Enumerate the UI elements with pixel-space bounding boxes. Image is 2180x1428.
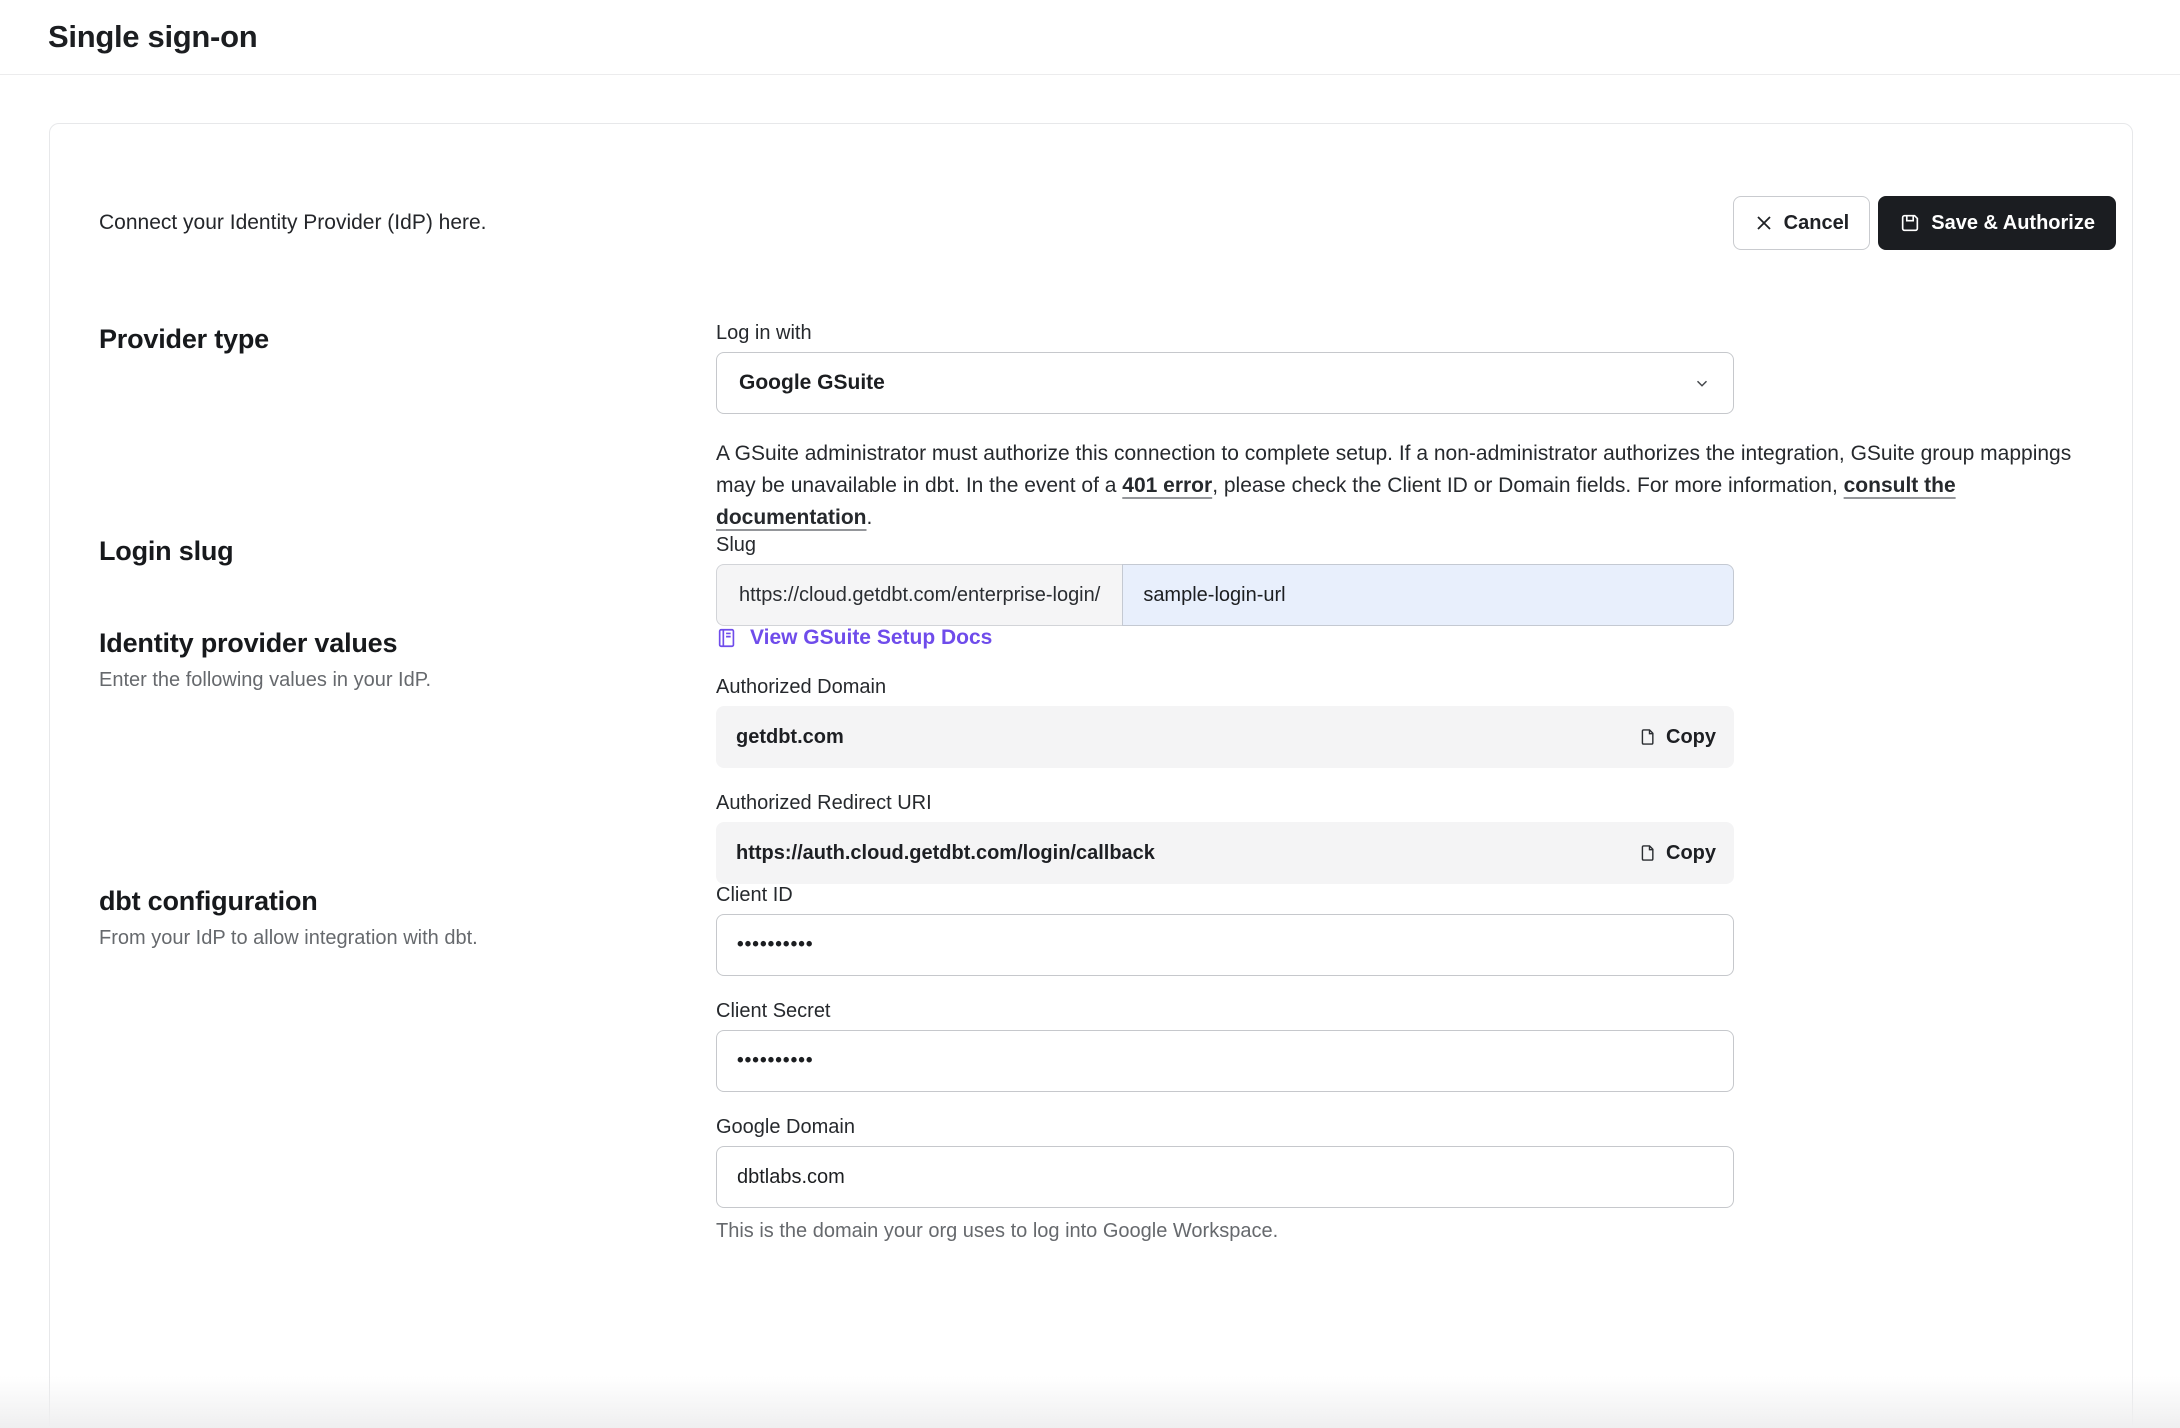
save-authorize-button-label: Save & Authorize [1931,211,2095,234]
close-icon [1754,213,1774,233]
google-domain-input[interactable] [716,1146,1734,1208]
client-secret-input[interactable] [716,1030,1734,1092]
login-slug-heading: Login slug [99,536,234,566]
consult-documentation-link[interactable]: consult the documentation [716,474,1956,529]
top-bar [0,0,2180,75]
client-id-label: Client ID [716,884,793,906]
docs-book-icon [716,627,738,649]
redirect-uri-value: https://auth.cloud.getdbt.com/login/callback [736,841,1155,864]
copy-icon [1637,843,1657,863]
header-actions [1733,196,2116,250]
redirect-uri-label: Authorized Redirect URI [716,792,932,814]
client-id-input[interactable] [716,914,1734,976]
provider-description: A GSuite administrator must authorize this connection to complete setup. If a non-administrator authorizes the integration, GSuite group mappings may be unavailable in dbt. In the event of a 401 error, please check the Client ID or Domain fields. For more information, consult the documentation. [716,442,2072,529]
authorized-domain-label: Authorized Domain [716,676,887,698]
slug-url-prefix: https://cloud.getdbt.com/enterprise-login/ [716,564,1122,626]
save-authorize-button[interactable] [1878,196,2116,250]
copy-button-label: Copy [1666,725,1716,748]
login-with-label: Log in with [716,322,812,344]
idp-values-subheading: Enter the following values in your IdP. [99,669,432,691]
401-error-link[interactable]: 401 error [1122,474,1213,497]
cancel-button-label: Cancel [1783,211,1850,234]
authorized-domain-value: getdbt.com [736,725,844,748]
provider-type-heading: Provider type [99,324,269,354]
save-icon [1899,212,1921,234]
copy-redirect-uri-button[interactable] [1637,842,1716,865]
view-gsuite-setup-docs-link[interactable] [716,626,992,650]
sso-settings-card [49,123,2133,1428]
idp-values-heading: Identity provider values [99,628,398,658]
page-title: Single sign-on [48,19,258,54]
idp-values-section [99,626,2116,884]
slug-label: Slug [716,534,757,556]
authorized-domain-field [716,706,1734,768]
dbt-configuration-heading: dbt configuration [99,886,318,916]
card-header [99,196,2116,250]
login-slug-section [99,534,2116,626]
provider-type-section [99,322,2116,534]
client-secret-label: Client Secret [716,1000,831,1022]
cancel-button[interactable] [1733,196,1871,250]
intro-text: Connect your Identity Provider (IdP) here. [99,211,487,234]
copy-authorized-domain-button[interactable] [1637,726,1716,749]
copy-button-label: Copy [1666,841,1716,864]
dbt-configuration-subheading: From your IdP to allow integration with dbt. [99,927,478,949]
login-with-selected-value: Google GSuite [739,371,885,394]
google-domain-helper-text: This is the domain your org uses to log into Google Workspace. [716,1220,1279,1242]
view-gsuite-setup-docs-label: View GSuite Setup Docs [750,626,993,649]
login-with-select[interactable] [716,352,1734,414]
redirect-uri-field [716,822,1734,884]
chevron-down-icon [1693,374,1711,392]
copy-icon [1637,727,1657,747]
slug-field-group [716,564,1734,626]
dbt-configuration-section [99,884,2116,1243]
google-domain-label: Google Domain [716,1116,855,1138]
slug-input[interactable] [1122,564,1734,626]
